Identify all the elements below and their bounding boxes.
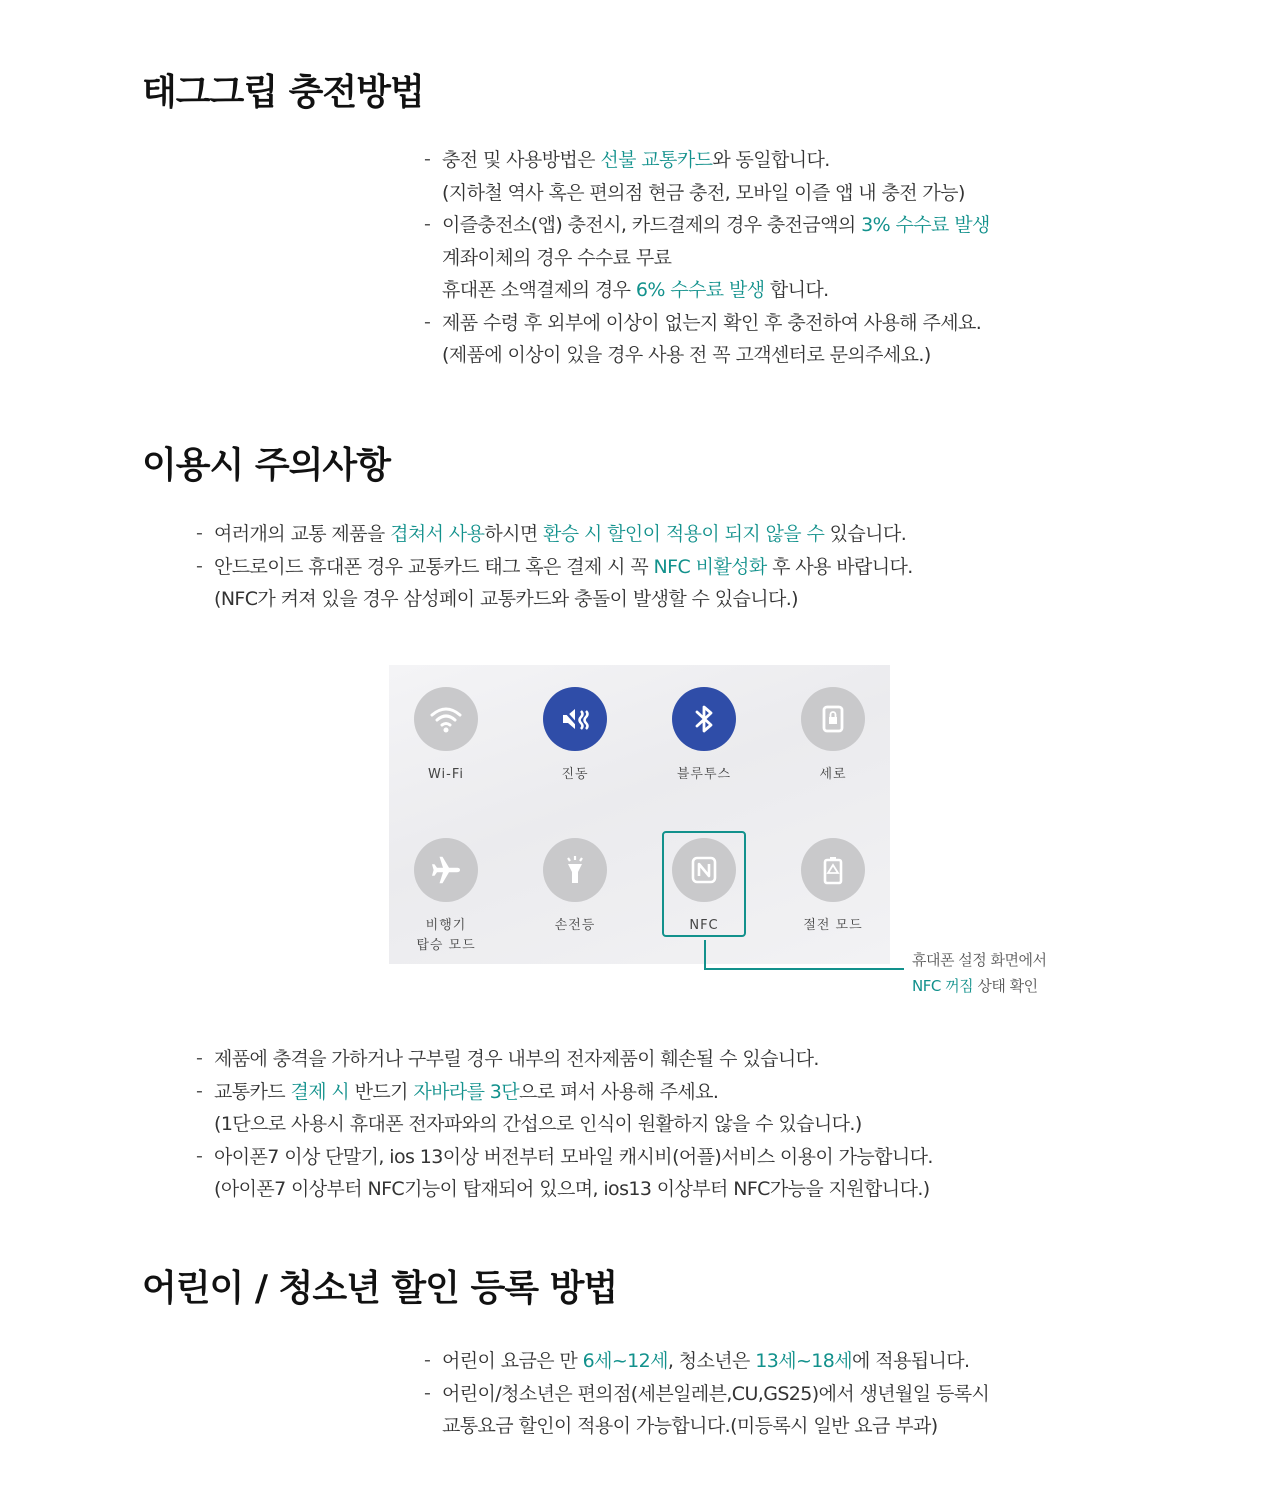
charging-list — [424, 144, 990, 372]
section-title-charging: 태그그립 충전방법 — [142, 72, 424, 113]
highlight-text: 6세~12세 — [582, 1350, 668, 1372]
tile-label: 비행기 탑승 모드 — [416, 918, 476, 953]
flashlight-icon — [543, 838, 607, 902]
tile-power-saving — [768, 838, 890, 936]
list-item — [424, 1378, 989, 1443]
body-text: (지하철 역사 혹은 편의점 현금 충전, 모바일 이즐 앱 내 충전 가능) — [442, 181, 965, 204]
list-item — [424, 1345, 989, 1378]
body-text: , 청소년은 — [667, 1350, 756, 1372]
body-text: 어린이 요금은 만 — [442, 1350, 583, 1372]
list-item-line — [214, 1173, 933, 1206]
tile-label: NFC — [689, 918, 719, 933]
list-item — [196, 551, 913, 616]
body-text: 하시면 — [484, 523, 544, 545]
list-item-line — [214, 1141, 933, 1174]
body-text: 충전 및 사용방법은 — [442, 149, 601, 171]
section-title-discount: 어린이 / 청소년 할인 등록 방법 — [142, 1268, 618, 1309]
tile-wifi — [389, 687, 511, 785]
body-text: 와 동일합니다. — [712, 149, 830, 171]
list-item-line — [214, 551, 913, 584]
list-item-line — [214, 1043, 933, 1076]
list-item-line — [442, 339, 990, 372]
airplane-icon — [414, 838, 478, 902]
tile-label: Wi-Fi — [427, 767, 464, 782]
tile-vibrate — [510, 687, 640, 785]
callout-highlight: NFC 꺼짐 — [912, 977, 974, 995]
body-text: 여러개의 교통 제품을 — [214, 523, 391, 545]
rotation-lock-icon — [801, 687, 865, 751]
list-item-line — [442, 1410, 989, 1443]
body-text: 휴대폰 소액결제의 경우 — [442, 279, 636, 301]
body-text: 이즐충전소(앱) 충전시, 카드결제의 경우 충전금액의 — [442, 214, 862, 236]
body-text: 합니다. — [764, 279, 829, 301]
list-item-line — [442, 1378, 989, 1411]
section-title-caution: 이용시 주의사항 — [142, 445, 390, 486]
tile-label: 진동 — [561, 767, 589, 782]
highlight-text: 6% 수수료 발생 — [635, 279, 765, 301]
callout-line — [704, 940, 706, 970]
body-text: 교통요금 할인이 적용이 가능합니다.(미등록시 일반 요금 부과) — [442, 1415, 938, 1437]
nfc-highlight-box — [662, 831, 746, 937]
body-text: 제품에 충격을 가하거나 구부릴 경우 내부의 전자제품이 훼손될 수 있습니다. — [214, 1048, 819, 1070]
highlight-text: 자바라를 3단 — [413, 1080, 520, 1103]
tile-airplane — [389, 838, 511, 956]
body-text: 안드로이드 휴대폰 경우 교통카드 태그 혹은 결제 시 꼭 — [214, 555, 654, 578]
discount-list — [424, 1345, 989, 1443]
highlight-text: NFC 비활성화 — [653, 555, 767, 578]
list-item — [196, 1076, 933, 1141]
phone-quick-settings-image — [389, 665, 890, 964]
tile-label: 손전등 — [554, 918, 596, 933]
caution-list-top — [196, 518, 913, 616]
power-saving-icon — [801, 838, 865, 902]
body-text: 있습니다. — [824, 523, 907, 545]
list-item-line — [442, 1345, 989, 1378]
list-item-line — [442, 242, 990, 275]
tile-label: 블루투스 — [676, 767, 732, 782]
caution-list-bottom — [196, 1043, 933, 1206]
list-item-line — [442, 209, 990, 242]
callout-line — [704, 968, 904, 970]
body-text: 교통카드 — [214, 1080, 291, 1103]
nfc-callout — [912, 947, 1046, 999]
list-item — [196, 1141, 933, 1206]
body-text: 으로 펴서 사용해 주세요. — [519, 1080, 719, 1103]
tile-rotation — [768, 687, 890, 785]
list-item — [424, 144, 990, 209]
callout-rest: 상태 확인 — [973, 977, 1038, 995]
vibrate-mute-icon — [543, 687, 607, 751]
bluetooth-icon — [672, 687, 736, 751]
body-text: (제품에 이상이 있을 경우 사용 전 꼭 고객센터로 문의주세요.) — [442, 344, 931, 366]
tile-label: 세로 — [819, 767, 847, 782]
callout-line-1: 휴대폰 설정 화면에서 — [912, 951, 1047, 969]
callout-line-2 — [912, 973, 1046, 999]
body-text: 반드기 — [349, 1080, 414, 1103]
body-text: 제품 수령 후 외부에 이상이 없는지 확인 후 충전하여 사용해 주세요. — [442, 311, 982, 334]
body-text: 후 사용 바랍니다. — [766, 555, 913, 578]
body-text: (NFC가 켜져 있을 경우 삼성페이 교통카드와 충돌이 발생할 수 있습니다.) — [214, 588, 798, 610]
list-item — [196, 1043, 933, 1076]
highlight-text: 13세~18세 — [755, 1350, 853, 1372]
body-text: 계좌이체의 경우 수수료 무료 — [442, 246, 672, 269]
highlight-text: 환승 시 할인이 적용이 되지 않을 수 — [543, 523, 825, 545]
list-item-line — [214, 1108, 933, 1141]
body-text: (아이폰7 이상부터 NFC기능이 탑재되어 있으며, ios13 이상부터 NFC가능을 지원합니다.) — [214, 1178, 930, 1200]
body-text: 아이폰7 이상 단말기, ios 13이상 버전부터 모바일 캐시비(어플)서비스 이용이 가능합니다. — [214, 1145, 933, 1168]
tile-flashlight — [510, 838, 640, 936]
list-item-line — [442, 307, 990, 340]
wifi-icon — [414, 687, 478, 751]
highlight-text: 3% 수수료 발생 — [861, 214, 990, 236]
list-item-line — [214, 1076, 933, 1109]
highlight-text: 선불 교통카드 — [600, 149, 713, 171]
tile-bluetooth — [639, 687, 769, 785]
list-item — [424, 209, 990, 307]
body-text: 에 적용됩니다. — [852, 1350, 970, 1372]
highlight-text: 겹쳐서 사용 — [390, 523, 485, 545]
body-text: 어린이/청소년은 편의점(세븐일레븐,CU,GS25)에서 생년월일 등록시 — [442, 1382, 990, 1405]
list-item — [424, 307, 990, 372]
list-item-line — [214, 583, 913, 616]
list-item-line — [214, 518, 913, 551]
list-item-line — [442, 144, 990, 177]
list-item-line — [442, 177, 990, 210]
list-item — [196, 518, 913, 551]
highlight-text: 결제 시 — [290, 1080, 350, 1103]
body-text: (1단으로 사용시 휴대폰 전자파와의 간섭으로 인식이 원활하지 않을 수 있습니다.) — [214, 1113, 862, 1135]
list-item-line — [442, 274, 990, 307]
tile-label: 절전 모드 — [803, 918, 863, 933]
